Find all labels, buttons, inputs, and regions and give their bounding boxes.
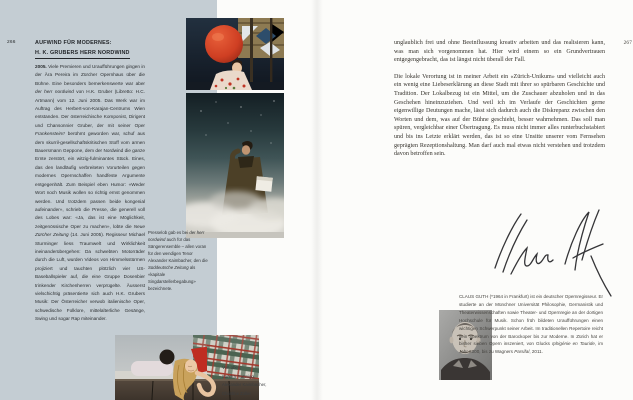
bio-text: CLAUS GUTH (*1964 in Frankfurt) ist ein deutscher Opernregisseur. Er studierte an der Münchner Universität Philosophie, Germanistik und Theaterwissenschaften sowie Theater- und Opernregie an der dortigen Hochschule für Musik. Schon früh bildeten Uraufführungen einen wichtigen Schwerpunkt seiner Arbeit. Im traditionellen Repertoire reicht sein Spektrum von der Barockoper bis zur Moderne. In Zürich hat er bisher sieben Opern inszeniert, von Glucks Iphigénie en Tauride, im Jahr 2000, bis zu Wagners Parsifal, 2011. (459, 294, 604, 355)
left-page-number: 266 (7, 40, 16, 45)
photo-singer-red-hat (186, 18, 284, 90)
chapter-heading (35, 39, 147, 59)
paragraph-1: unglaublich frei und ohne Beeinflussung kreativ arbeiten und das realisieren kann, was man sich vorgenommen hat. Hier wird einem so ein Grundvertrauen entgegengebracht, das ist längst nicht überall der Fall. (394, 40, 605, 64)
chapter-heading-line1: AUFWIND FÜR MODERNES: (35, 40, 112, 46)
photo-man-in-fog (186, 93, 284, 238)
paragraph-2: Die lokale Verortung ist in meiner Arbeit ein «Zürich-Unikum» und vielleicht auch ein wenig eine Liebeserklärung an diese Stadt mit ihrer so spürbaren Geschichte und Tradition. Der Lokalbezug ist ein Mittel, um die Zuschauer abzuholen und in das Geschehen hineinzuziehen. Und weil ich im Verlaufe der Geschichten gerne eigenwillige Deutungen mache, lässt sich dadurch auch die Diskrepanz zwischen den Worten und dem, was auf der Bühne geschieht, besser wahrnehmen. Das soll man spüren, vergleichbar einer Übertragung. Es muss nicht immer alles runterbuchstabiert und bis ins Letzte erklärt werden, das ist so eine Unsitte unserer vom Fernsehen geprägten Rezeptionshaltung. Man darf auch mal etwas nicht verstehen und trotzdem davon betroffen sein. (394, 73, 605, 158)
photo-credits: Von oben: Sandra Trattnigg, Alexander Kaimbacher, Christine Zoller (222, 365, 267, 396)
right-page-number: 267 (623, 40, 632, 46)
main-text (394, 39, 605, 167)
left-body-text: 2005. Viele Premieren und Uraufführungen gingen in der Ära Pereira im Zürcher Opernhaus über die Bühne. Eine besonders bemerkenswerte war aber der herr nordwind von H.K. Gruber (Libretto: H.C. Artmann) vom 12. Juni 2005. Das Werk war im Auftrag des Herbert-von-Karajan-Centrums Wien entstanden. Der österreichische Komponist, Dirigent und Chansonnier Gruber, der mit seiner Oper Frankenstein!! berühmt geworden war, schuf aus dem skurril-gesellschaftskritischen Stoff vom armen Bauersmann Geppone, dem der Nordwind die ganze Ernte zerstört, ein witzig-fulminantes Stück. Eines, das den landläufig verbreiteten Vorurteilen gegen modernes Opernschaffen handfeste Argumente entgegenhält. Zum Beispiel eben Humor: «Weder Wort noch Musik wollen so richtig ernst genommen werden. Und trotzdem passen beide kongenial aufeinander», schrieb die Presse, die generell voll des Lobes war: «Ja, das ist eine Möglichkeit, zeitgenössische Oper zu machen», lobte die Neue Zürcher Zeitung (14. Juni 2005). Regisseur Michael Sturminger liess Traumwelt und Wirklichkeit ineinanderübergehen: Da schwebten Motorräder durch die Luft, wurden Videos von Himmelsstürmen projiziert und tauchten plötzlich vier US-Baseballspieler auf, die eine Gruppe Dosenbier trinkender Kirchenherren verprügelte. Äusserst vielschichtig präsentierte sich auch H.K. Grubers Musik: Der Österreicher verwob italienische Oper, schwedische Folklore, mittelalterliche Gesänge, Swing und sogar Rap miteinander. (35, 64, 146, 322)
chapter-heading-line2: H. K. GRUBERS HERR NORDWIND (35, 49, 130, 59)
page-gutter (311, 0, 323, 400)
signature-claus-guth (487, 200, 617, 302)
photo-caption: Presselob gab es bei der herr nordwind auch für das Sängerensemble – allen voran für den wendigen Tenor Alexander Kaimbacher, den die Süddeutsche Zeitung als «kapitale Singdarstellerbegabung» bezeichnete. (148, 230, 208, 291)
